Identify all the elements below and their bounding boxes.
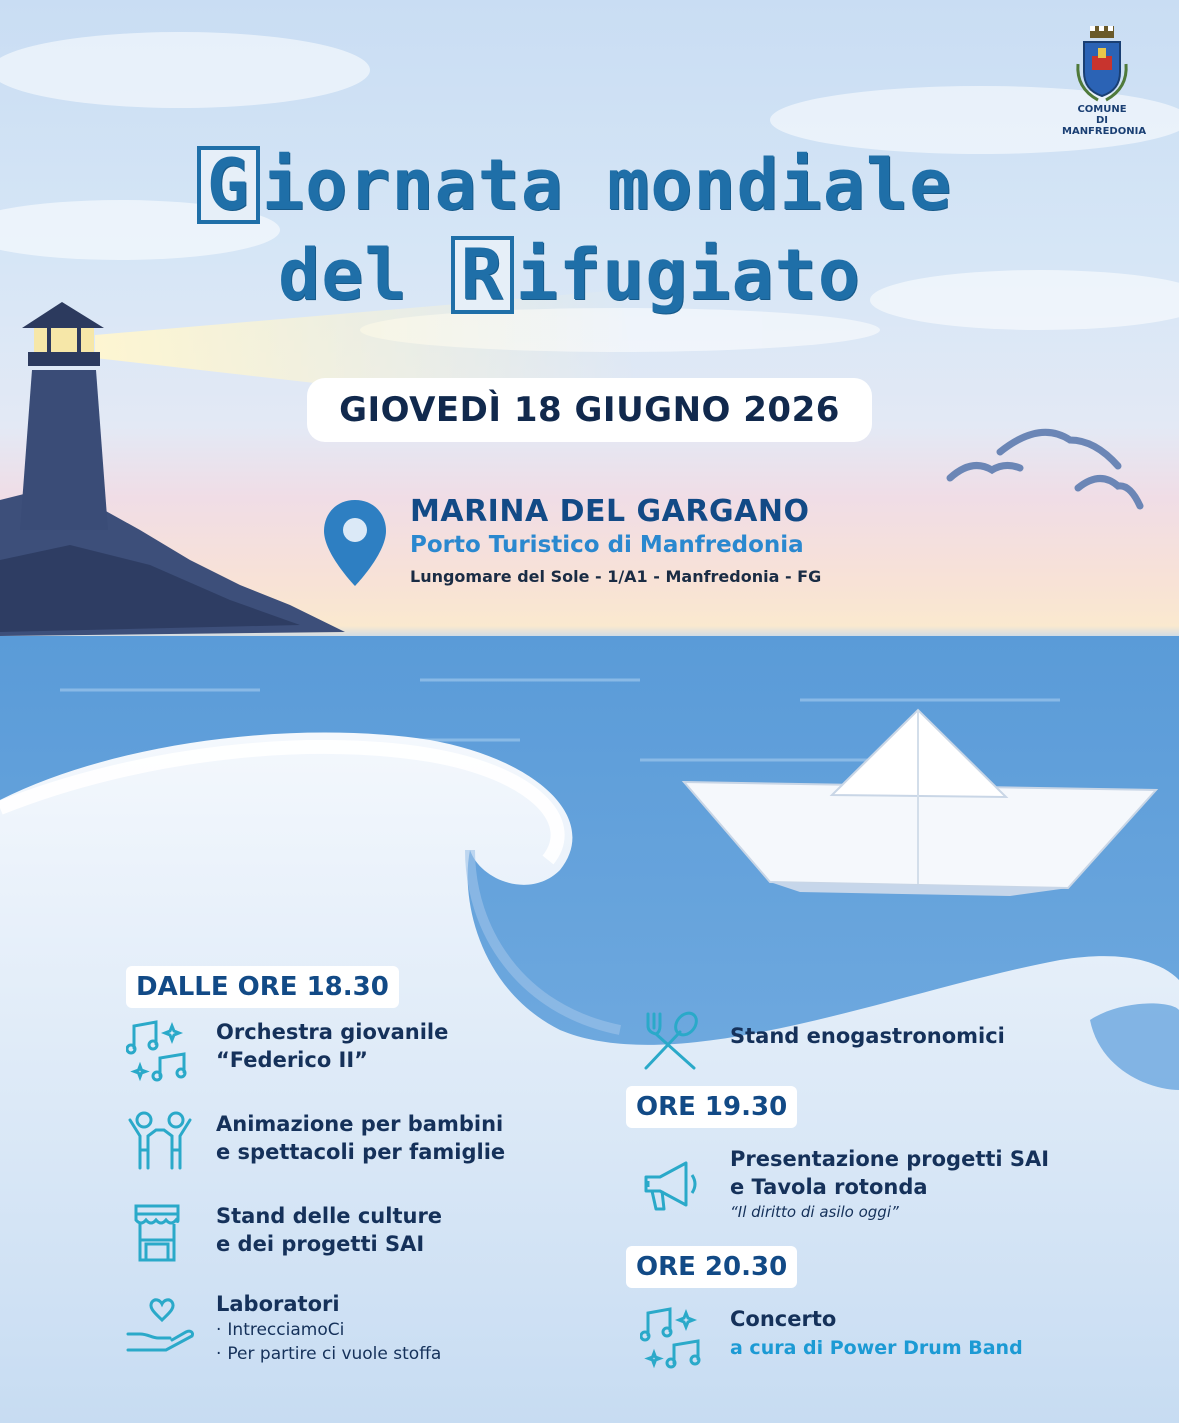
program-item-enogastronomici xyxy=(640,1010,1160,1076)
lighthouse-icon xyxy=(20,302,108,530)
music-notes-icon xyxy=(640,1305,706,1371)
market-stand-icon xyxy=(126,1202,188,1264)
presentazione-quote: “Il diritto di asilo oggi” xyxy=(730,1203,899,1221)
crest-label-1: COMUNE xyxy=(1077,104,1127,115)
program-item-presentazione xyxy=(640,1145,1160,1225)
title-line-1-text: iornata mondiale xyxy=(261,144,953,226)
title-initial-r: R xyxy=(451,236,514,314)
program-item-laboratori xyxy=(126,1290,646,1370)
animazione-line-2: e spettacoli per famiglie xyxy=(216,1140,506,1164)
orchestra-text xyxy=(216,1018,636,1074)
presentazione-line-1: Presentazione progetti SAI xyxy=(730,1147,1050,1171)
fork-spoon-icon xyxy=(640,1010,702,1072)
venue-port: Porto Turistico di Manfredonia xyxy=(410,532,804,558)
bullet: · xyxy=(216,1344,222,1364)
location-pin-icon xyxy=(320,496,390,590)
program-item-animazione xyxy=(126,1110,646,1180)
heart-in-hand-icon xyxy=(126,1298,196,1354)
animazione-line-1: Animazione per bambini xyxy=(216,1112,504,1136)
time-badge-1830: DALLE ORE 18.30 xyxy=(126,966,399,1008)
concerto-line-2: a cura di Power Drum Band xyxy=(730,1337,1023,1359)
program-item-concerto xyxy=(640,1305,1160,1375)
laboratori-text xyxy=(216,1290,636,1366)
laboratori-item-1 xyxy=(216,1318,636,1342)
program-item-stand-culture xyxy=(126,1202,646,1272)
laboratori-item-2-text: Per partire ci vuole stoffa xyxy=(227,1344,442,1364)
crest-label-2: DI MANFREDONIA xyxy=(1062,115,1147,137)
coat-of-arms-icon xyxy=(1072,24,1132,104)
animazione-text xyxy=(216,1110,636,1166)
concerto-text xyxy=(730,1305,1150,1363)
event-location xyxy=(320,494,880,594)
orchestra-line-1: Orchestra giovanile xyxy=(216,1020,449,1044)
enogastronomici-text xyxy=(730,1022,1150,1050)
municipality-crest xyxy=(1062,24,1147,137)
title-line-1 xyxy=(0,140,1179,230)
laboratori-title: Laboratori xyxy=(216,1292,340,1316)
music-notes-icon xyxy=(126,1018,192,1084)
title-line-2 xyxy=(0,230,1179,320)
title-line-2-text: ifugiato xyxy=(515,234,861,316)
time-badge-2030: ORE 20.30 xyxy=(626,1246,797,1288)
children-icon xyxy=(126,1110,194,1172)
presentazione-text xyxy=(730,1145,1150,1223)
title-line-2-pre: del xyxy=(278,234,451,316)
laboratori-item-2 xyxy=(216,1342,636,1366)
stand-culture-line-1: Stand delle culture xyxy=(216,1204,443,1228)
event-title xyxy=(0,140,1179,320)
orchestra-line-2: “Federico II” xyxy=(216,1048,368,1072)
presentazione-line-2: e Tavola rotonda xyxy=(730,1175,928,1199)
laboratori-item-1-text: IntrecciamoCi xyxy=(227,1320,345,1340)
title-initial-g: G xyxy=(197,146,260,224)
time-badge-1930: ORE 19.30 xyxy=(626,1086,797,1128)
venue-address: Lungomare del Sole - 1/A1 - Manfredonia - FG xyxy=(410,567,822,586)
seagulls-icon xyxy=(950,432,1140,506)
enogastronomici-line-1: Stand enogastronomici xyxy=(730,1024,1005,1048)
venue-name: MARINA DEL GARGANO xyxy=(410,494,810,529)
program-item-orchestra xyxy=(126,1018,646,1088)
stand-culture-line-2: e dei progetti SAI xyxy=(216,1232,425,1256)
megaphone-icon xyxy=(640,1159,706,1215)
concerto-line-1: Concerto xyxy=(730,1307,837,1331)
location-text xyxy=(410,494,821,594)
stand-culture-text xyxy=(216,1202,636,1258)
bullet: · xyxy=(216,1320,222,1340)
event-date: GIOVEDÌ 18 GIUGNO 2026 xyxy=(307,378,872,442)
